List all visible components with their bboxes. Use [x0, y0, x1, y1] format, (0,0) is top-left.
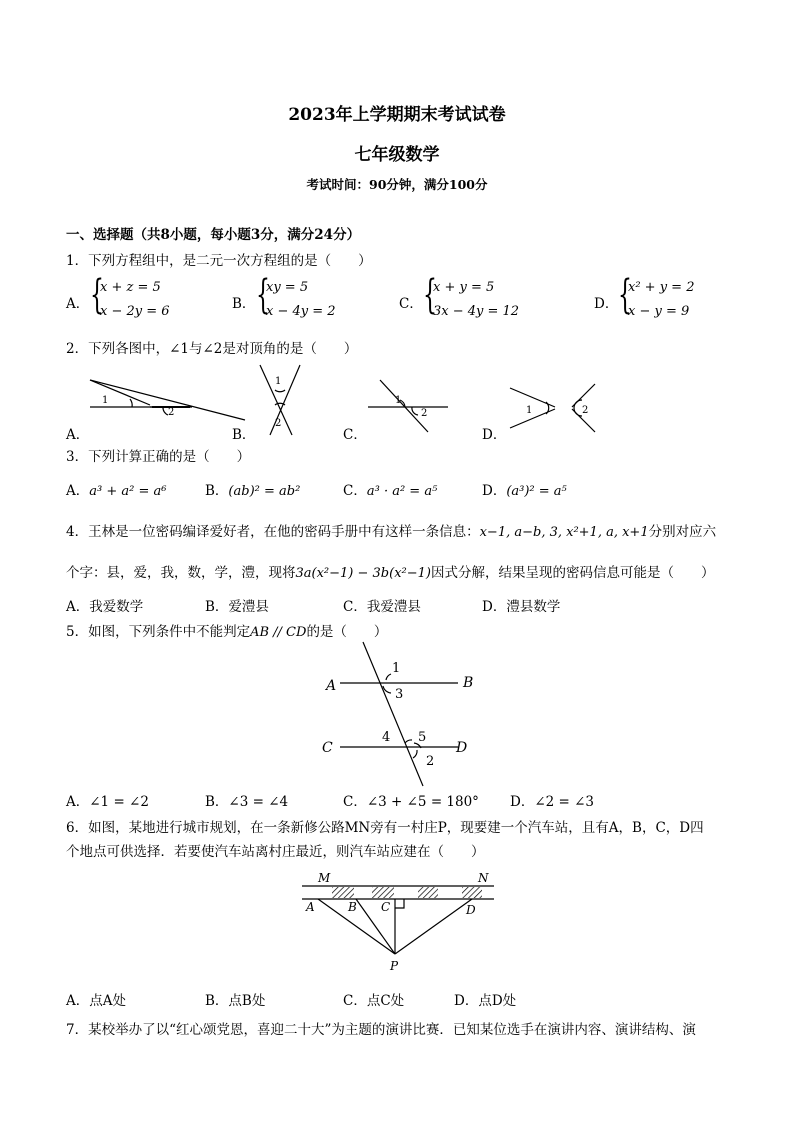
q5-option-c: C．∠3 + ∠5 = 180° — [343, 794, 479, 810]
option-expr: (a³)² = a⁵ — [506, 484, 567, 499]
angle-label: 1 — [395, 395, 402, 406]
text: 4．王林是一位密码编译爱好者，在他的密码手册中有这样一条信息： — [66, 524, 480, 540]
math-expr: 3a(x²−1) − 3b(x²−1) — [295, 566, 431, 581]
right-angle-mark — [395, 899, 404, 908]
q4-option-c: C．我爱澧县 — [343, 599, 421, 615]
label-c: C — [381, 900, 391, 914]
q4-line2 — [66, 561, 714, 581]
text: 因式分解，结果呈现的密码信息可能是（ ） — [430, 565, 715, 581]
q6-option-d: D．点D处 — [454, 993, 517, 1009]
angle-label-5: 5 — [418, 730, 427, 745]
option-label: C． — [343, 483, 367, 499]
option-label: D． — [482, 483, 507, 499]
text: 的是（ ） — [306, 624, 388, 640]
equation-line: x − 4y = 2 — [266, 304, 336, 319]
q5-stem — [66, 620, 387, 640]
q2-option-a: A． — [66, 427, 90, 443]
angle-label: 2 — [168, 407, 175, 418]
point-label-a: A — [326, 678, 337, 694]
q4-option-a: A．我爱数学 — [66, 599, 144, 615]
q3-option-a — [66, 479, 166, 499]
brace-icon: { — [256, 272, 270, 318]
q6-line2: 个地点可供选择．若要使汽车站离村庄最近，则汽车站应建在（ ） — [66, 844, 485, 860]
q6-figure — [298, 870, 498, 980]
q3-option-c — [343, 479, 437, 499]
angle-label: 1 — [102, 395, 109, 406]
math-expr: AB // CD — [250, 625, 307, 640]
angle-label-2: 2 — [426, 754, 435, 769]
equation-line: x² + y = 2 — [628, 280, 695, 295]
brace-icon: { — [618, 272, 632, 318]
q7-line1: 7．某校举办了以“红心颂党恩，喜迎二十大”为主题的演讲比赛．已知某位选手在演讲内容、演讲结构、演 — [66, 1022, 696, 1038]
point-label-b: B — [463, 675, 474, 691]
q6-option-c: C．点C处 — [343, 993, 405, 1009]
text: 5．如图，下列条件中不能判定 — [66, 624, 251, 640]
angle-label: 2 — [275, 418, 282, 429]
option-expr: a³ · a² = a⁵ — [366, 484, 438, 499]
q4-option-d: D．澧县数学 — [482, 599, 561, 615]
q6-option-b: B．点B处 — [205, 993, 266, 1009]
option-label: D． — [594, 296, 619, 312]
angle-label: 1 — [526, 405, 533, 416]
angle-label: 1 — [275, 376, 282, 387]
equation-line: x − 2y = 6 — [100, 304, 170, 319]
option-label: A． — [66, 296, 90, 312]
label-d: D — [466, 903, 476, 917]
label-p: P — [390, 959, 399, 973]
option-label: B． — [205, 483, 229, 499]
text: 分别对应六 — [648, 524, 717, 540]
label-b: B — [348, 900, 357, 914]
brace-icon: { — [423, 272, 437, 318]
q5-option-d: D．∠2 = ∠3 — [510, 794, 595, 810]
option-expr: a³ + a² = a⁶ — [89, 484, 167, 499]
equation-line: x + z = 5 — [100, 280, 161, 295]
q2-option-c: C． — [343, 427, 367, 443]
brace-icon: { — [90, 272, 104, 318]
option-label: C． — [399, 296, 423, 312]
exam-title: 2023年上学期期末考试试卷 — [288, 105, 506, 125]
seg-pd — [395, 899, 472, 954]
math-expr: x−1, a−b, 3, x²+1, a, x+1 — [479, 525, 649, 540]
q5-option-a: A．∠1 = ∠2 — [66, 794, 149, 810]
equation-line: xy = 5 — [266, 280, 309, 295]
equation-line: x + y = 5 — [433, 280, 495, 295]
angle-label-3: 3 — [395, 687, 404, 702]
q2-option-b: B． — [232, 427, 256, 443]
label-n: N — [478, 871, 489, 885]
q5-figure — [318, 640, 488, 790]
q5-option-b: B．∠3 = ∠4 — [205, 794, 289, 810]
q3-option-d — [482, 479, 567, 499]
option-label: A． — [66, 483, 90, 499]
exam-subtitle: 七年级数学 — [354, 145, 440, 165]
q3-stem: 3．下列计算正确的是（ ） — [66, 449, 251, 465]
q4-option-b: B．爱澧县 — [205, 599, 269, 615]
q2-figures — [60, 360, 620, 445]
point-label-c: C — [322, 740, 333, 756]
option-expr: (ab)² = ab² — [228, 484, 301, 499]
exam-info: 考试时间：90分钟，满分100分 — [306, 177, 488, 192]
option-label: B． — [232, 296, 256, 312]
q2-figure-c — [368, 380, 448, 432]
q3-option-b — [205, 479, 300, 499]
q2-stem: 2．下列各图中，∠1与∠2是对顶角的是（ ） — [66, 341, 358, 357]
equation-line: x − y = 9 — [628, 304, 690, 319]
angle-label-1: 1 — [392, 661, 401, 676]
section-heading: 一、选择题（共8小题，每小题3分，满分24分） — [66, 227, 361, 243]
point-label-d: D — [456, 740, 468, 756]
q6-option-a: A．点A处 — [66, 993, 126, 1009]
q1-stem: 1．下列方程组中，是二元一次方程组的是（ ） — [66, 253, 372, 269]
q6-line1: 6．如图，某地进行城市规划，在一条新修公路MN旁有一村庄P，现要建一个汽车站，且有A，B，C，D四 — [66, 820, 704, 836]
angle-label: 2 — [421, 408, 428, 419]
text: 个字：县，爱，我，数，学，澧，现将 — [66, 565, 296, 581]
label-a: A — [306, 900, 315, 914]
label-m: M — [318, 871, 331, 885]
q2-option-d: D． — [482, 427, 507, 443]
angle-label: 2 — [582, 405, 589, 416]
equation-line: 3x − 4y = 12 — [433, 304, 520, 319]
angle-label-4: 4 — [382, 730, 391, 745]
q4-line1 — [66, 520, 716, 540]
